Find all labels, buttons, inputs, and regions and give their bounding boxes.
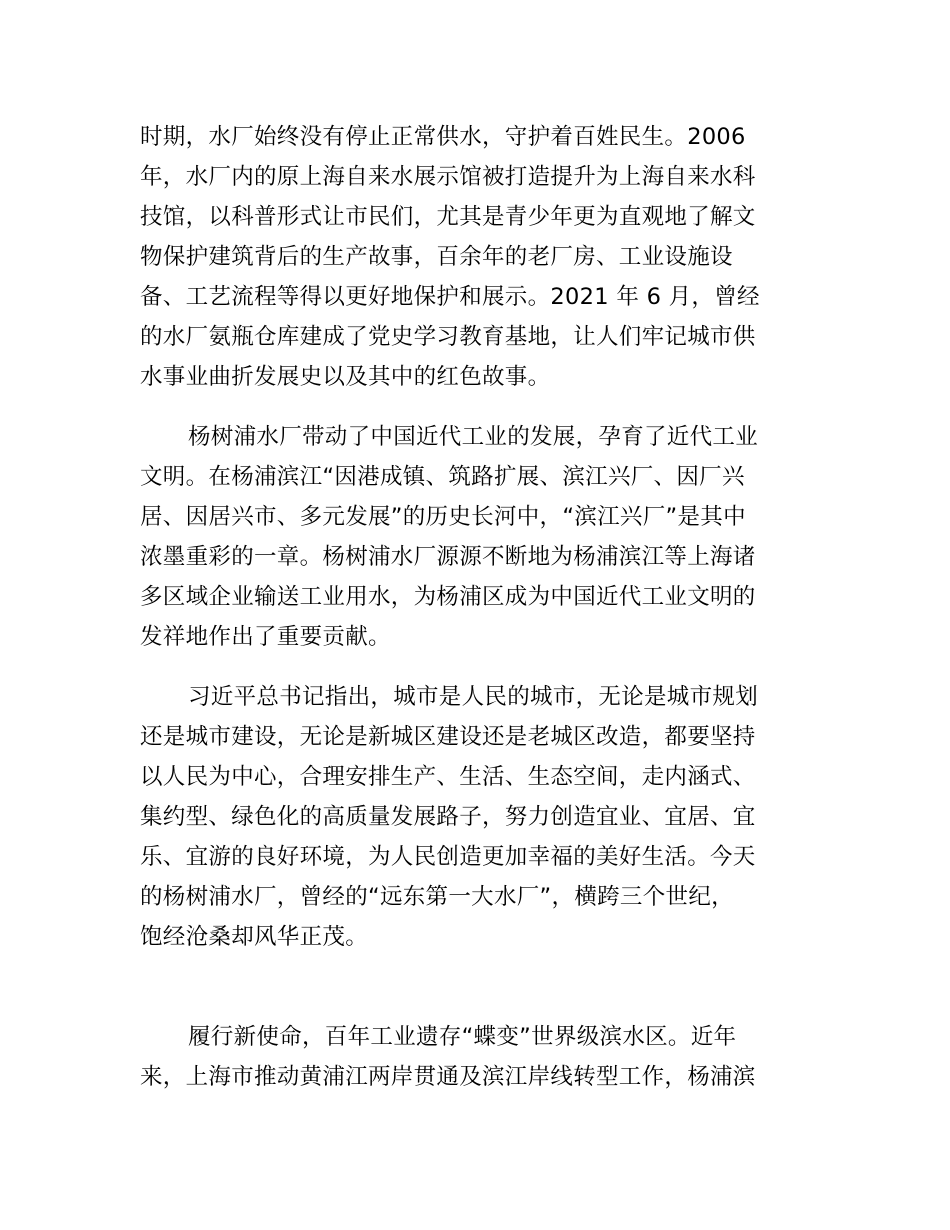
text-line: 备、工艺流程等得以更好地保护和展示。2021 年 6 月，曾经 — [140, 284, 760, 310]
text-line: 浓墨重彩的一章。杨树浦水厂源源不断地为杨浦滨江等上海诸 — [140, 544, 756, 570]
paragraph-first-line: 杨树浦水厂带动了中国近代工业的发展，孕育了近代工业 — [188, 424, 759, 450]
paragraph-first-line: 履行新使命，百年工业遗存“蝶变”世界级滨水区。近年 — [188, 1024, 737, 1050]
text-line: 时期，水厂始终没有停止正常供水，守护着百姓民生。2006 — [140, 124, 746, 150]
text-line: 居、因居兴市、多元发展”的历史长河中，“滨江兴厂”是其中 — [140, 504, 746, 530]
text-line: 物保护建筑背后的生产故事，百余年的老厂房、工业设施设 — [140, 244, 733, 270]
text-line: 来，上海市推动黄浦江两岸贯通及滨江岸线转型工作，杨浦滨 — [140, 1064, 756, 1090]
text-line: 饱经沧桑却风华正茂。 — [140, 924, 369, 950]
text-line: 的杨树浦水厂，曾经的“远东第一大水厂”，横跨三个世纪， — [140, 884, 734, 910]
text-line: 水事业曲折发展史以及其中的红色故事。 — [140, 364, 551, 390]
text-line: 文明。在杨浦滨江“因港成镇、筑路扩展、滨江兴厂、因厂兴 — [140, 464, 745, 490]
text-line: 以人民为中心，合理安排生产、生活、生态空间，走内涵式、 — [140, 764, 756, 790]
text-line: 集约型、绿色化的高质量发展路子，努力创造宜业、宜居、宜 — [140, 804, 756, 830]
text-line: 年，水厂内的原上海自来水展示馆被打造提升为上海自来水科 — [140, 164, 756, 190]
text-line: 乐、宜游的良好环境，为人民创造更加幸福的美好生活。今天 — [140, 844, 756, 870]
text-line: 多区域企业输送工业用水，为杨浦区成为中国近代工业文明的 — [140, 584, 756, 610]
text-line: 还是城市建设，无论是新城区建设还是老城区改造，都要坚持 — [140, 724, 756, 750]
text-line: 的水厂氨瓶仓库建成了党史学习教育基地，让人们牢记城市供 — [140, 324, 756, 350]
text-line: 技馆，以科普形式让市民们，尤其是青少年更为直观地了解文 — [140, 204, 756, 230]
text-line: 发祥地作出了重要贡献。 — [140, 624, 391, 650]
paragraph-first-line: 习近平总书记指出，城市是人民的城市，无论是城市规划 — [188, 684, 759, 710]
